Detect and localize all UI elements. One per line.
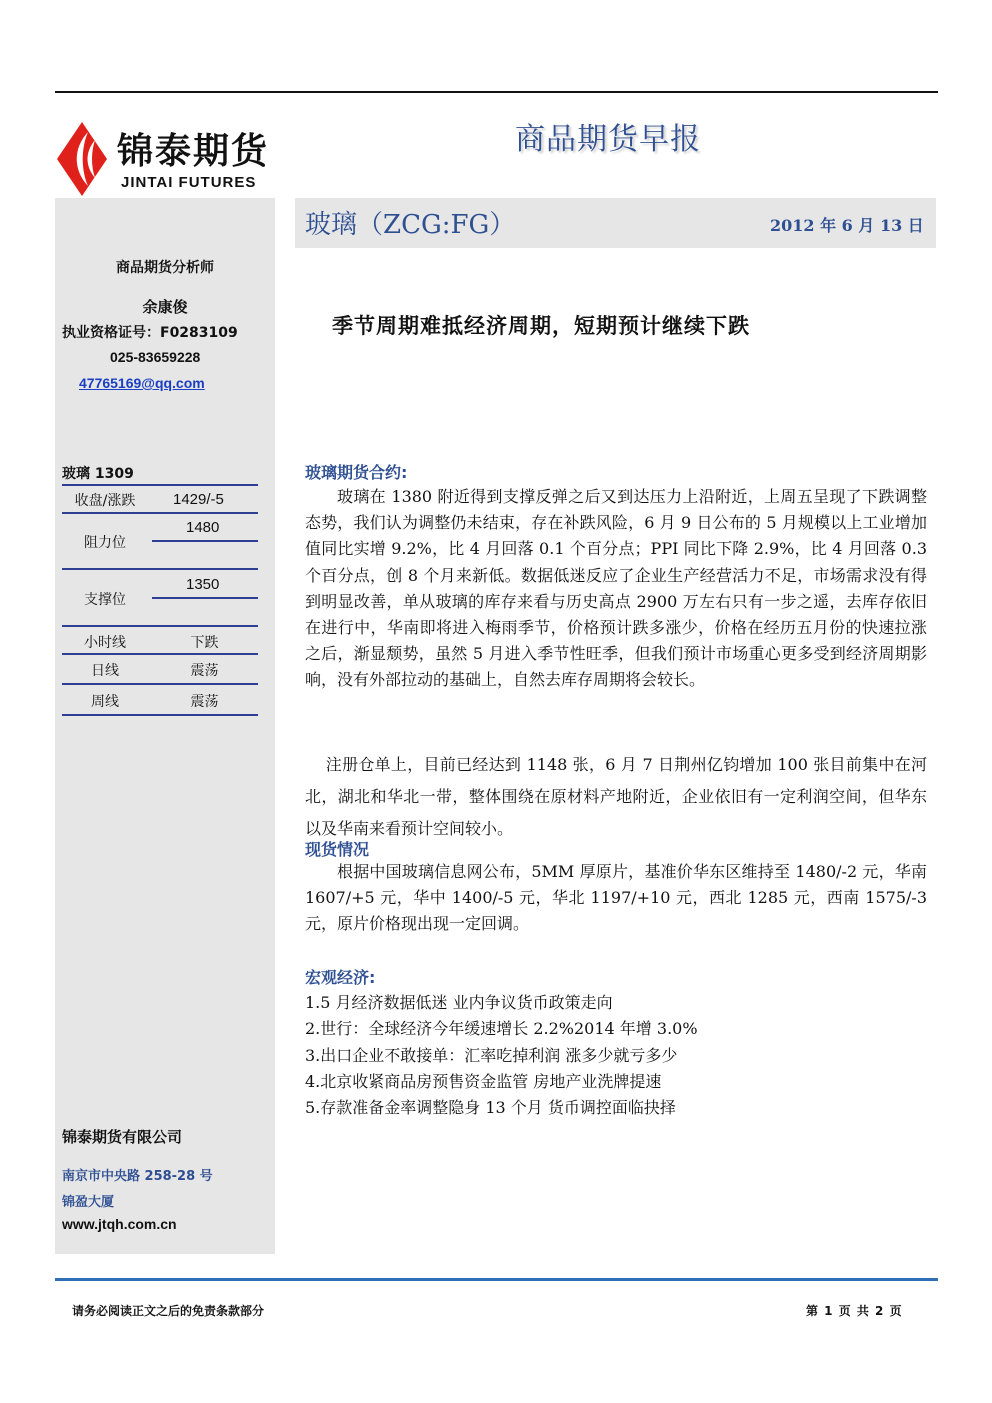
weekly-label: 周线 — [91, 694, 119, 710]
footer-disclaimer: 请务必阅读正文之后的免责条款部分 — [72, 1304, 265, 1318]
report-title: 商品期货早报 — [515, 122, 701, 157]
footer-page-number: 第 1 页 共 2 页 — [806, 1304, 903, 1318]
futures-paragraph-2: 注册仓单上，目前已经达到 1148 张，6 月 7 日荆州亿钧增加 100 张目前集中在河北，湖北和华北一带，整体围绕在原材料产地附近，企业依旧有一定利润空间，但华东以及华南来看预计空间较小。 — [305, 755, 927, 838]
macro-item: 2.世行：全球经济今年缓速增长 2.2%2014 年增 3.0% — [305, 1019, 698, 1038]
contract-title: 玻璃 1309 — [62, 466, 134, 482]
analyst-certificate: 执业资格证号：F0283109 — [62, 325, 238, 341]
table-rule — [62, 512, 258, 514]
table-rule — [62, 683, 258, 685]
analyst-email-link[interactable]: 47765169@qq.com — [79, 375, 205, 391]
table-rule — [152, 540, 258, 542]
bottom-rule — [55, 1278, 938, 1281]
resistance-value: 1480 — [186, 519, 220, 536]
close-value: 1429/-5 — [173, 491, 224, 508]
company-address-line2: 锦盈大厦 — [62, 1195, 115, 1210]
jintai-logo-icon — [55, 120, 109, 198]
macro-item: 5.存款准备金率调整隐身 13 个月 货币调控面临抉择 — [305, 1098, 676, 1117]
table-rule — [62, 653, 258, 655]
table-rule — [62, 714, 258, 716]
table-rule — [62, 568, 258, 570]
table-rule — [62, 625, 258, 627]
daily-label: 日线 — [91, 663, 119, 679]
hourly-label: 小时线 — [84, 635, 126, 651]
weekly-value: 震荡 — [190, 694, 219, 710]
company-website-link[interactable]: www.jtqh.com.cn — [62, 1216, 177, 1232]
top-rule — [55, 91, 938, 93]
futures-section-title: 玻璃期货合约: — [305, 463, 408, 482]
table-rule — [62, 484, 258, 486]
logo-text-cn: 锦泰期货 — [117, 131, 270, 172]
futures-paragraph-1: 玻璃在 1380 附近得到支撑反弹之后又到达压力上沿附近，上周五呈现了下跌调整态势，我们认为调整仍未结束，存在补跌风险，6 月 9 日公布的 5 月规模以上工业增加值同比实增 9.2%，比 4 月回落 0.1 个百分点；PPI 同比下降 2.9%，比 4 月回落 0.3 个百分点，创 8 个月来新低。数据低迷反应了企业生产经营活力不足，市场需求没有得到明显改善，单从玻璃的库存来看与历史高点 2900 万左右只有一步之遥，去库存依旧在进行中，华南即将进入梅雨季节，价格预计跌多涨少，价格在经历五月份的快速拉涨之后，渐显颓势，虽然 5 月进入季节性旺季，但我们预计市场重心更多受到经济周期影响，没有外部拉动的基础上，自然去库存周期将会较长。 — [305, 487, 927, 690]
hourly-value: 下跌 — [190, 635, 219, 651]
headline: 季节周期难抵经济周期，短期预计继续下跌 — [332, 314, 750, 338]
daily-value: 震荡 — [190, 663, 219, 679]
support-label: 支撑位 — [84, 592, 126, 608]
analyst-name: 余康俊 — [142, 298, 188, 316]
close-label: 收盘/涨跌 — [74, 493, 136, 509]
spot-section-title: 现货情况 — [305, 840, 370, 859]
spot-paragraph: 根据中国玻璃信息网公布，5MM 厚原片，基准价华东区维持至 1480/-2 元，华南 1607/+5 元，华中 1400/-5 元，华北 1197/+10 元，西北 1285 元，西南 1575/-3 元，原片价格现出现一定回调。 — [305, 862, 927, 934]
company-name: 锦泰期货有限公司 — [62, 1128, 183, 1146]
product-name: 玻璃（ZCG:FG） — [305, 210, 516, 240]
report-date: 2012 年 6 月 13 日 — [770, 216, 924, 235]
company-address-line1: 南京市中央路 258-28 号 — [62, 1169, 213, 1184]
company-logo — [55, 118, 285, 198]
logo-text-en: JINTAI FUTURES — [121, 174, 257, 191]
table-rule — [152, 597, 258, 599]
macro-section-title: 宏观经济: — [305, 968, 376, 987]
analyst-phone: 025-83659228 — [110, 349, 201, 365]
macro-item: 4.北京收紧商品房预售资金监管 房地产业洗牌提速 — [305, 1072, 662, 1091]
resistance-label: 阻力位 — [84, 535, 126, 551]
macro-item: 1.5 月经济数据低迷 业内争议货币政策走向 — [305, 993, 613, 1012]
support-value: 1350 — [186, 576, 220, 593]
macro-item: 3.出口企业不敢接单：汇率吃掉利润 涨多少就亏多少 — [305, 1046, 678, 1065]
analyst-role: 商品期货分析师 — [116, 260, 214, 276]
